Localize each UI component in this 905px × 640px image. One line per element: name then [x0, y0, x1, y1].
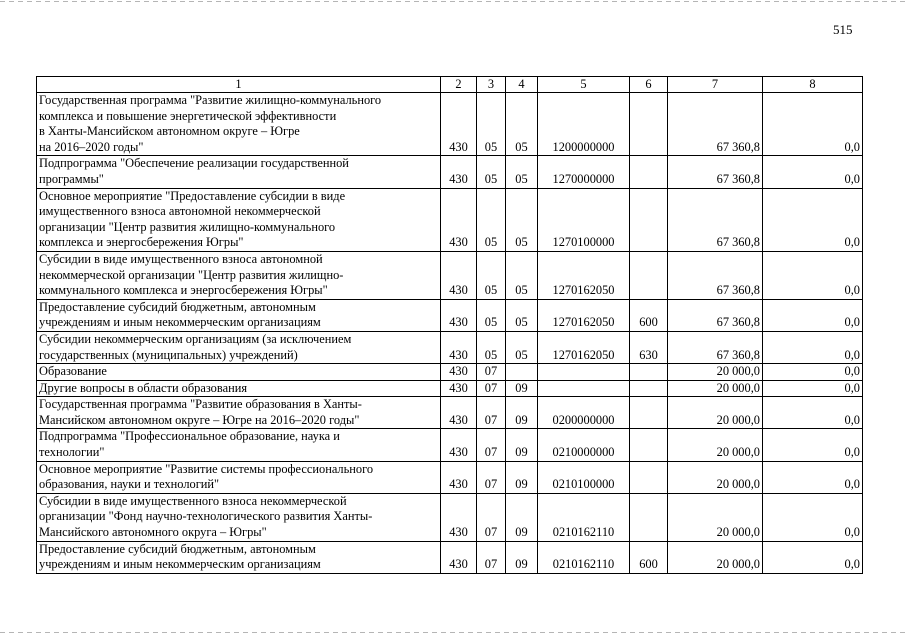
item-name-line: учреждениям и иным некоммерческим организациям: [39, 557, 321, 572]
cell-subsection: 05: [506, 156, 538, 188]
cell-section: 07: [477, 364, 506, 381]
cell-subsection: 05: [506, 188, 538, 251]
table-row: [37, 493, 863, 541]
item-name-line: Предоставление субсидий бюджетным, автономным: [39, 299, 316, 314]
item-name-line: организации "Фонд научно-технологического развития Ханты-: [39, 509, 373, 524]
cell-amount: 20 000,0: [668, 364, 763, 381]
cell-item-name: [37, 397, 441, 429]
cell-expense-type: [630, 364, 668, 381]
cell-section: 07: [477, 541, 506, 573]
cell-subsection: 05: [506, 299, 538, 331]
cell-amount-secondary: 0,0: [763, 331, 863, 363]
table-body: [37, 93, 863, 574]
item-name-line: комплекса и энергосбережения Югры": [39, 235, 244, 250]
column-header: 3: [477, 77, 506, 93]
cell-subsection: 09: [506, 461, 538, 493]
header-row: [37, 77, 863, 93]
cell-target-article: 0210162110: [538, 541, 630, 573]
cell-section: 05: [477, 331, 506, 363]
cell-target-article: 0200000000: [538, 397, 630, 429]
cell-ministry-code: 430: [441, 364, 477, 381]
table-row: [37, 299, 863, 331]
cell-amount: 67 360,8: [668, 188, 763, 251]
cell-subsection: 05: [506, 331, 538, 363]
cell-item-name: [37, 364, 441, 381]
budget-table: [36, 76, 863, 574]
cell-expense-type: [630, 188, 668, 251]
table-row: [37, 331, 863, 363]
cell-subsection: [506, 364, 538, 381]
item-name-line: образования, науки и технологий": [39, 477, 220, 492]
cell-amount-secondary: 0,0: [763, 93, 863, 156]
cell-section: 05: [477, 251, 506, 299]
cell-ministry-code: 430: [441, 251, 477, 299]
item-name-line: Государственная программа "Развитие жилищно-коммунального: [39, 93, 382, 107]
item-name-line: имущественного взноса автономной некоммерческой: [39, 204, 321, 219]
cell-expense-type: 630: [630, 331, 668, 363]
cell-amount: 20 000,0: [668, 493, 763, 541]
cell-section: 07: [477, 397, 506, 429]
cell-expense-type: [630, 429, 668, 461]
table-row: [37, 156, 863, 188]
cell-section: 07: [477, 380, 506, 397]
cell-amount-secondary: 0,0: [763, 461, 863, 493]
table-row: [37, 93, 863, 156]
cell-expense-type: 600: [630, 541, 668, 573]
cell-section: 05: [477, 299, 506, 331]
cell-target-article: 1270162050: [538, 251, 630, 299]
item-name-line: Мансийского автономного округа – Югры": [39, 525, 267, 540]
cell-amount: 20 000,0: [668, 380, 763, 397]
column-header: 2: [441, 77, 477, 93]
cell-item-name: [37, 429, 441, 461]
column-header: 5: [538, 77, 630, 93]
cell-ministry-code: 430: [441, 188, 477, 251]
cell-amount: 67 360,8: [668, 299, 763, 331]
cell-expense-type: [630, 493, 668, 541]
cell-amount-secondary: 0,0: [763, 156, 863, 188]
cell-amount-secondary: 0,0: [763, 251, 863, 299]
cell-amount-secondary: 0,0: [763, 380, 863, 397]
cell-amount-secondary: 0,0: [763, 364, 863, 381]
cell-target-article: 1270000000: [538, 156, 630, 188]
cell-ministry-code: 430: [441, 429, 477, 461]
column-header: 4: [506, 77, 538, 93]
table-row: [37, 364, 863, 381]
cell-expense-type: [630, 461, 668, 493]
cell-expense-type: [630, 380, 668, 397]
cell-ministry-code: 430: [441, 331, 477, 363]
cell-subsection: 09: [506, 429, 538, 461]
item-name-line: Предоставление субсидий бюджетным, автономным: [39, 541, 316, 556]
cell-item-name: [37, 93, 441, 156]
cell-expense-type: [630, 251, 668, 299]
cell-subsection: 05: [506, 251, 538, 299]
item-name-line: государственных (муниципальных) учреждений): [39, 347, 298, 362]
cell-item-name: [37, 188, 441, 251]
cell-target-article: 0210162110: [538, 493, 630, 541]
cell-target-article: [538, 380, 630, 397]
cell-section: 07: [477, 461, 506, 493]
cell-amount: 67 360,8: [668, 93, 763, 156]
item-name-line: Субсидии в виде имущественного взноса автономной: [39, 251, 323, 266]
item-name-line: Мансийском автономном округе – Югре на 2016–2020 годы": [39, 412, 360, 427]
cell-amount: 67 360,8: [668, 331, 763, 363]
cell-target-article: [538, 364, 630, 381]
item-name-line: программы": [39, 171, 104, 186]
column-header: 1: [37, 77, 441, 93]
cell-ministry-code: 430: [441, 380, 477, 397]
table-row: [37, 188, 863, 251]
cell-amount-secondary: 0,0: [763, 299, 863, 331]
item-name-line: Подпрограмма "Обеспечение реализации государственной: [39, 156, 349, 171]
cell-amount: 20 000,0: [668, 429, 763, 461]
cell-ministry-code: 430: [441, 299, 477, 331]
cell-expense-type: [630, 93, 668, 156]
scan-artifact-bottom: [0, 632, 905, 633]
cell-target-article: 1270162050: [538, 299, 630, 331]
cell-ministry-code: 430: [441, 541, 477, 573]
cell-amount-secondary: 0,0: [763, 429, 863, 461]
item-name-line: организации "Центр развития жилищно-коммунального: [39, 219, 336, 234]
table-row: [37, 541, 863, 573]
item-name-line: Подпрограмма "Профессиональное образование, наука и: [39, 429, 340, 444]
item-name-line: Основное мероприятие "Предоставление субсидии в виде: [39, 188, 346, 203]
cell-amount-secondary: 0,0: [763, 493, 863, 541]
cell-section: 05: [477, 188, 506, 251]
item-name-line: некоммерческой организации "Центр развития жилищно-: [39, 267, 344, 282]
cell-subsection: 09: [506, 380, 538, 397]
cell-target-article: 1200000000: [538, 93, 630, 156]
cell-section: 05: [477, 156, 506, 188]
item-name-line: учреждениям и иным некоммерческим организациям: [39, 315, 321, 330]
cell-target-article: 1270162050: [538, 331, 630, 363]
cell-subsection: 09: [506, 541, 538, 573]
table-row: [37, 461, 863, 493]
table-row: [37, 380, 863, 397]
cell-target-article: 1270100000: [538, 188, 630, 251]
cell-section: 07: [477, 429, 506, 461]
scan-artifact-top: [0, 1, 905, 2]
cell-item-name: [37, 493, 441, 541]
cell-item-name: [37, 299, 441, 331]
cell-amount-secondary: 0,0: [763, 188, 863, 251]
cell-subsection: 09: [506, 397, 538, 429]
cell-item-name: [37, 331, 441, 363]
cell-item-name: [37, 380, 441, 397]
item-name-line: в Ханты-Мансийском автономном округе – Югре: [39, 124, 300, 139]
cell-amount-secondary: 0,0: [763, 541, 863, 573]
cell-expense-type: 600: [630, 299, 668, 331]
item-name-line: технологии": [39, 445, 105, 460]
cell-item-name: [37, 251, 441, 299]
cell-ministry-code: 430: [441, 397, 477, 429]
item-name-line: Другие вопросы в области образования: [39, 380, 248, 395]
item-name-line: Субсидии в виде имущественного взноса некоммерческой: [39, 493, 347, 508]
column-header: 6: [630, 77, 668, 93]
cell-amount: 67 360,8: [668, 251, 763, 299]
item-name-line: Основное мероприятие "Развитие системы профессионального: [39, 461, 374, 476]
item-name-line: Образование: [39, 364, 107, 379]
cell-subsection: 09: [506, 493, 538, 541]
column-header: 7: [668, 77, 763, 93]
cell-ministry-code: 430: [441, 156, 477, 188]
cell-item-name: [37, 461, 441, 493]
cell-target-article: 0210100000: [538, 461, 630, 493]
table-row: [37, 429, 863, 461]
table-row: [37, 251, 863, 299]
cell-ministry-code: 430: [441, 93, 477, 156]
cell-item-name: [37, 156, 441, 188]
cell-amount-secondary: 0,0: [763, 397, 863, 429]
cell-item-name: [37, 541, 441, 573]
cell-ministry-code: 430: [441, 461, 477, 493]
cell-expense-type: [630, 156, 668, 188]
cell-section: 05: [477, 93, 506, 156]
column-header: 8: [763, 77, 863, 93]
cell-target-article: 0210000000: [538, 429, 630, 461]
cell-amount: 20 000,0: [668, 397, 763, 429]
cell-subsection: 05: [506, 93, 538, 156]
cell-amount: 20 000,0: [668, 461, 763, 493]
item-name-line: Субсидии некоммерческим организациям (за исключением: [39, 331, 352, 346]
item-name-line: комплекса и повышение энергетической эффективности: [39, 108, 337, 123]
cell-section: 07: [477, 493, 506, 541]
item-name-line: Государственная программа "Развитие образования в Ханты-: [39, 397, 362, 412]
cell-amount: 20 000,0: [668, 541, 763, 573]
cell-amount: 67 360,8: [668, 156, 763, 188]
item-name-line: коммунального комплекса и энергосбережения Югры": [39, 283, 328, 298]
cell-expense-type: [630, 397, 668, 429]
cell-ministry-code: 430: [441, 493, 477, 541]
item-name-line: на 2016–2020 годы": [39, 139, 144, 154]
page-number: 515: [833, 22, 853, 37]
table-row: [37, 397, 863, 429]
